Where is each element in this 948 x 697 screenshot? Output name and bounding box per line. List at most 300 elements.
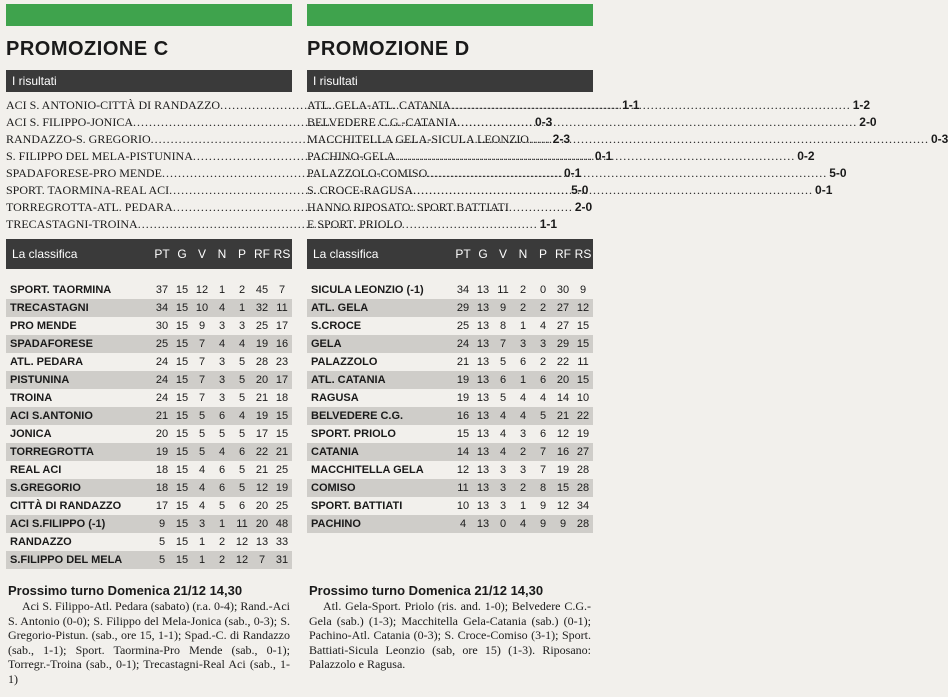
team-name: S.GREGORIO (10, 482, 81, 494)
table-row (307, 407, 593, 425)
result-match: S. CROCE-RAGUSA (307, 183, 414, 197)
stat-v: 3 (198, 518, 206, 530)
stat-pt: 24 (155, 356, 169, 368)
stat-rs: 33 (275, 536, 289, 548)
stat-rf: 30 (556, 284, 570, 296)
stat-rs: 15 (275, 428, 289, 440)
stat-v: 5 (499, 356, 507, 368)
stat-v: 7 (198, 374, 206, 386)
stat-rs: 9 (579, 284, 587, 296)
result-match: SPADAFORESE-PRO MENDE (6, 166, 162, 180)
stat-p: 5 (238, 356, 246, 368)
stat-pt: 19 (456, 374, 470, 386)
stat-v: 7 (198, 338, 206, 350)
table-row (307, 425, 593, 443)
stat-v: 4 (198, 482, 206, 494)
result-match: PACHINO-GELA (307, 149, 396, 163)
stat-g: 13 (476, 320, 490, 332)
team-name: PACHINO (311, 518, 361, 530)
table-row (6, 425, 292, 443)
result-score: 0-1 (563, 166, 582, 180)
stat-g: 13 (476, 500, 490, 512)
result-match: ATL. GELA-ATL. CATANIA (307, 98, 451, 112)
stat-g: 13 (476, 284, 490, 296)
stat-pt: 24 (456, 338, 470, 350)
result-match: TRECASTAGNI-TROINA (6, 217, 138, 231)
table-row (6, 371, 292, 389)
stat-rs: 11 (276, 302, 288, 314)
stat-rs: 27 (576, 446, 590, 458)
col-header-n: N (217, 247, 227, 261)
table-row (307, 497, 593, 515)
results-header: I risultati (6, 70, 292, 92)
result-score: 1-2 (852, 98, 871, 112)
table-row (6, 407, 292, 425)
stat-pt: 20 (155, 428, 169, 440)
team-name: PISTUNINA (10, 374, 70, 386)
result-score: 0-1 (815, 183, 833, 197)
stat-n: 3 (218, 374, 226, 386)
next-round-title: Prossimo turno Domenica 21/12 14,30 (8, 583, 243, 598)
stat-g: 15 (175, 338, 189, 350)
stat-pt: 15 (456, 428, 470, 440)
result-score: 0-2 (797, 149, 815, 163)
stat-p: 7 (539, 446, 547, 458)
stat-n: 1 (519, 320, 527, 332)
stat-pt: 17 (155, 500, 169, 512)
stat-n: 6 (218, 464, 226, 476)
stat-v: 0 (499, 518, 507, 530)
col-header-g: G (177, 247, 187, 261)
stat-rs: 23 (275, 356, 289, 368)
standings-header (6, 239, 292, 269)
stat-v: 4 (198, 464, 206, 476)
stat-rs: 22 (576, 410, 590, 422)
stat-p: 5 (238, 464, 246, 476)
table-row (6, 533, 292, 551)
stat-n: 2 (218, 536, 226, 548)
stat-p: 4 (238, 338, 246, 350)
stat-n: 3 (519, 428, 527, 440)
team-name: GELA (311, 338, 342, 350)
stat-rs: 25 (275, 464, 289, 476)
result-row (307, 114, 877, 131)
team-name: RAGUSA (311, 392, 359, 404)
stat-pt: 19 (456, 392, 470, 404)
section-color-bar (307, 4, 593, 26)
stat-rf: 27 (556, 302, 570, 314)
team-name: COMISO (311, 482, 356, 494)
result-score: 5-0 (829, 166, 847, 180)
table-row (307, 299, 593, 317)
standings-label: La classifica (12, 247, 78, 261)
stat-n: 3 (218, 356, 226, 368)
stat-v: 3 (499, 482, 507, 494)
stat-v: 4 (499, 428, 507, 440)
table-row (307, 389, 593, 407)
stat-rf: 20 (255, 518, 269, 530)
stat-rs: 19 (576, 428, 590, 440)
stat-rs: 16 (275, 338, 289, 350)
stat-v: 3 (499, 464, 507, 476)
stat-rf: 21 (556, 410, 570, 422)
table-row (307, 515, 593, 533)
result-score: 0-1 (594, 149, 613, 163)
stat-n: 5 (218, 428, 226, 440)
result-match: BELVEDERE C.G.-CATANIA (307, 115, 458, 129)
stat-rf: 22 (556, 356, 570, 368)
dot-leader (395, 148, 795, 165)
result-score: 2-3 (552, 132, 571, 146)
stat-rs: 15 (576, 320, 590, 332)
stat-pt: 37 (155, 284, 169, 296)
stat-p: 6 (539, 374, 547, 386)
team-name: SPADAFORESE (10, 338, 93, 350)
col-header-rf: RF (555, 247, 571, 261)
col-header-rs: RS (574, 247, 592, 261)
stat-rs: 28 (576, 518, 590, 530)
stat-p: 6 (238, 446, 246, 458)
dot-leader (457, 114, 857, 131)
result-score: 1-1 (539, 217, 558, 231)
stat-rf: 7 (258, 554, 266, 566)
team-name: TROINA (10, 392, 53, 404)
stat-rf: 32 (255, 302, 269, 314)
stat-n: 4 (519, 518, 527, 530)
stat-g: 15 (175, 374, 189, 386)
stat-n: 4 (218, 338, 226, 350)
stat-g: 13 (476, 392, 490, 404)
table-row (6, 389, 292, 407)
stat-rs: 19 (275, 482, 289, 494)
result-score: 0-3 (930, 132, 948, 146)
dot-leader (413, 182, 813, 199)
stat-rs: 15 (275, 410, 289, 422)
standings-table (6, 281, 292, 569)
stat-p: 5 (238, 392, 246, 404)
stat-n: 6 (218, 482, 226, 494)
stat-rf: 17 (255, 428, 269, 440)
table-row (6, 479, 292, 497)
team-name: SPORT. PRIOLO (311, 428, 396, 440)
stat-rf: 9 (559, 518, 567, 530)
team-name: SICULA LEONZIO (-1) (311, 284, 424, 296)
stat-rf: 21 (255, 464, 269, 476)
stat-v: 4 (499, 446, 507, 458)
next-round-title: Prossimo turno Domenica 21/12 14,30 (309, 583, 544, 598)
team-name: BELVEDERE C.G. (311, 410, 404, 422)
col-header-v: V (197, 247, 206, 261)
table-row (307, 317, 593, 335)
stat-p: 5 (238, 428, 246, 440)
team-name: ACI S.FILIPPO (-1) (10, 518, 106, 530)
stat-n: 6 (519, 356, 527, 368)
dot-leader (451, 97, 851, 114)
stat-n: 2 (519, 302, 527, 314)
stat-p: 4 (539, 392, 547, 404)
standings-table (307, 281, 593, 533)
stat-rf: 21 (255, 392, 269, 404)
stat-g: 13 (476, 374, 490, 386)
stat-g: 15 (175, 410, 189, 422)
stat-v: 10 (195, 302, 209, 314)
stat-rf: 27 (556, 320, 570, 332)
result-score: 2-0 (574, 200, 593, 214)
team-name: JONICA (10, 428, 52, 440)
stat-rf: 12 (255, 482, 269, 494)
results-header: I risultati (307, 70, 593, 92)
standings-header (307, 239, 593, 269)
stat-p: 3 (539, 338, 547, 350)
team-name: ATL. CATANIA (311, 374, 386, 386)
stat-n: 4 (218, 446, 226, 458)
stat-rf: 13 (255, 536, 269, 548)
team-name: ATL. GELA (311, 302, 369, 314)
stat-pt: 12 (456, 464, 470, 476)
stat-n: 3 (519, 338, 527, 350)
stat-g: 15 (175, 320, 189, 332)
stat-v: 1 (198, 536, 206, 548)
stat-rs: 48 (275, 518, 289, 530)
stat-n: 3 (218, 392, 226, 404)
stat-p: 12 (235, 536, 249, 548)
stat-v: 7 (198, 356, 206, 368)
result-match: RANDAZZO-S. GREGORIO (6, 132, 151, 146)
team-name: S.CROCE (311, 320, 362, 332)
team-name: REAL ACI (10, 464, 62, 476)
result-row (307, 165, 847, 182)
stat-n: 2 (519, 482, 527, 494)
team-name: RANDAZZO (10, 536, 72, 548)
stat-v: 8 (499, 320, 507, 332)
stat-v: 5 (198, 410, 206, 422)
table-row (6, 317, 292, 335)
stat-g: 15 (175, 356, 189, 368)
table-row (6, 497, 292, 515)
team-name: S.FILIPPO DEL MELA (10, 554, 123, 566)
stat-p: 6 (238, 500, 246, 512)
stat-g: 15 (175, 428, 189, 440)
stat-g: 13 (476, 302, 490, 314)
table-row (6, 443, 292, 461)
result-match: ACI S. ANTONIO-CITTÀ DI RANDAZZO (6, 98, 221, 112)
league-title: PROMOZIONE C (6, 38, 169, 60)
stat-rs: 15 (576, 374, 590, 386)
stat-rs: 15 (576, 338, 590, 350)
table-row (6, 281, 292, 299)
stat-g: 13 (476, 464, 490, 476)
league-title: PROMOZIONE D (307, 38, 470, 60)
stat-p: 11 (236, 518, 248, 530)
col-header-p: P (538, 247, 547, 261)
stat-pt: 18 (155, 464, 169, 476)
stat-pt: 24 (155, 392, 169, 404)
stat-g: 13 (476, 410, 490, 422)
stat-pt: 16 (456, 410, 470, 422)
team-name: SPORT. TAORMINA (10, 284, 112, 296)
stat-g: 13 (476, 446, 490, 458)
table-row (307, 335, 593, 353)
stat-rs: 34 (576, 500, 590, 512)
stat-rf: 19 (556, 464, 570, 476)
result-score: 5-0 (571, 183, 589, 197)
stat-rf: 20 (556, 374, 570, 386)
next-round-fixtures: Aci S. Filippo-Atl. Pedara (sabato) (r.a. 0-4); Rand.-Aci S. Antonio (0-0); S. Filippo del Mela-Jonica (sab., 0-3); S. Gregorio-Pistun. (sab., ore 15, 1-1); Spad.-C. di Randazzo (sab., 1-1); Sport. Taormina-Pro Mende (sab., 0-1); Torregr.-Troina (sab., 0-1); Trecastagni-Real Aci (sab., 1-1) (8, 599, 290, 686)
stat-rs: 17 (275, 374, 289, 386)
result-match: PALAZZOLO-COMISO (307, 166, 428, 180)
stat-n: 1 (218, 284, 226, 296)
stat-rs: 28 (576, 464, 590, 476)
stat-g: 15 (175, 554, 189, 566)
stat-p: 2 (238, 284, 246, 296)
stat-rf: 22 (255, 446, 269, 458)
stat-rs: 21 (275, 446, 289, 458)
stat-n: 1 (519, 500, 527, 512)
stat-pt: 25 (155, 338, 169, 350)
stat-v: 3 (499, 500, 507, 512)
stat-n: 4 (218, 302, 226, 314)
stat-pt: 10 (456, 500, 470, 512)
col-header-pt: PT (455, 247, 471, 261)
stat-pt: 9 (158, 518, 166, 530)
stat-rs: 7 (278, 284, 286, 296)
stat-p: 4 (539, 320, 547, 332)
rest-note: HANNO RIPOSATO: SPORT BATTIATI (307, 200, 509, 214)
stat-rf: 19 (255, 410, 269, 422)
team-name: TORREGROTTA (10, 446, 94, 458)
table-row (307, 353, 593, 371)
table-row (6, 515, 292, 533)
stat-rf: 14 (556, 392, 570, 404)
col-header-pt: PT (154, 247, 170, 261)
col-header-p: P (237, 247, 246, 261)
stat-pt: 30 (155, 320, 169, 332)
table-row (6, 551, 292, 569)
stat-rf: 12 (556, 500, 570, 512)
stat-g: 13 (476, 338, 490, 350)
stat-g: 15 (175, 518, 189, 530)
stat-rs: 31 (275, 554, 289, 566)
stat-v: 12 (195, 284, 209, 296)
team-name: CITTÀ DI RANDAZZO (10, 500, 122, 512)
stat-p: 7 (539, 464, 547, 476)
table-row (307, 461, 593, 479)
stat-v: 4 (499, 410, 507, 422)
team-name: TRECASTAGNI (10, 302, 89, 314)
col-header-rf: RF (254, 247, 270, 261)
stat-n: 3 (218, 320, 226, 332)
stat-v: 4 (198, 500, 206, 512)
section-color-bar (6, 4, 292, 26)
table-row (307, 443, 593, 461)
stat-rf: 45 (255, 284, 269, 296)
stat-g: 15 (175, 284, 189, 296)
stat-rf: 28 (255, 356, 269, 368)
result-score: 1-1 (622, 98, 640, 112)
stat-rs: 10 (576, 392, 590, 404)
col-header-n: N (518, 247, 528, 261)
result-match: MACCHITELLA GELA-SICULA LEONZIO (307, 132, 529, 146)
stat-n: 2 (519, 284, 527, 296)
stat-v: 7 (198, 392, 206, 404)
result-score: 0-3 (535, 115, 553, 129)
col-header-g: G (478, 247, 488, 261)
stat-g: 15 (175, 392, 189, 404)
stat-rf: 15 (556, 482, 570, 494)
stat-v: 5 (499, 392, 507, 404)
stat-n: 1 (218, 518, 226, 530)
stat-g: 13 (476, 518, 490, 530)
team-name: SPORT. BATTIATI (311, 500, 403, 512)
stat-v: 7 (499, 338, 507, 350)
stat-pt: 11 (457, 482, 469, 494)
stat-n: 3 (519, 464, 527, 476)
team-name: MACCHITELLA GELA (311, 464, 424, 476)
stat-pt: 14 (456, 446, 470, 458)
result-row (307, 182, 833, 199)
result-match: TORREGROTTA-ATL. PEDARA (6, 200, 173, 214)
table-row (6, 299, 292, 317)
stat-g: 15 (175, 482, 189, 494)
stat-p: 5 (238, 374, 246, 386)
stat-pt: 5 (158, 554, 166, 566)
stat-n: 4 (519, 410, 527, 422)
table-row (6, 353, 292, 371)
stat-p: 5 (238, 482, 246, 494)
stat-v: 5 (198, 428, 206, 440)
stat-n: 4 (519, 392, 527, 404)
table-row (307, 281, 593, 299)
result-match: ACI S. FILIPPO-JONICA (6, 115, 134, 129)
stat-pt: 29 (456, 302, 470, 314)
table-row (307, 479, 593, 497)
team-name: PRO MENDE (10, 320, 77, 332)
stat-pt: 34 (155, 302, 169, 314)
stat-g: 13 (476, 482, 490, 494)
stat-v: 1 (198, 554, 206, 566)
stat-pt: 34 (456, 284, 470, 296)
table-row (307, 371, 593, 389)
stat-p: 6 (539, 428, 547, 440)
stat-p: 8 (539, 482, 547, 494)
col-header-rs: RS (273, 247, 291, 261)
stat-pt: 4 (459, 518, 467, 530)
stat-p: 5 (539, 410, 547, 422)
rest-note: E SPORT. PRIOLO (307, 217, 403, 231)
stat-pt: 19 (155, 446, 169, 458)
stat-n: 2 (519, 446, 527, 458)
stat-pt: 18 (155, 482, 169, 494)
stat-v: 9 (499, 302, 507, 314)
stat-pt: 25 (456, 320, 470, 332)
result-match: SPORT. TAORMINA-REAL ACI (6, 183, 170, 197)
result-score: 2-0 (859, 115, 877, 129)
stat-p: 12 (235, 554, 249, 566)
stat-rs: 18 (275, 392, 289, 404)
stat-p: 9 (539, 518, 547, 530)
stat-n: 2 (218, 554, 226, 566)
stat-v: 6 (499, 374, 507, 386)
stat-p: 4 (238, 410, 246, 422)
stat-n: 6 (218, 410, 226, 422)
stat-pt: 24 (155, 374, 169, 386)
stat-g: 15 (175, 302, 189, 314)
stat-v: 5 (198, 446, 206, 458)
stat-rf: 16 (556, 446, 570, 458)
team-name: PALAZZOLO (311, 356, 378, 368)
stat-g: 13 (476, 428, 490, 440)
stat-p: 3 (238, 320, 246, 332)
